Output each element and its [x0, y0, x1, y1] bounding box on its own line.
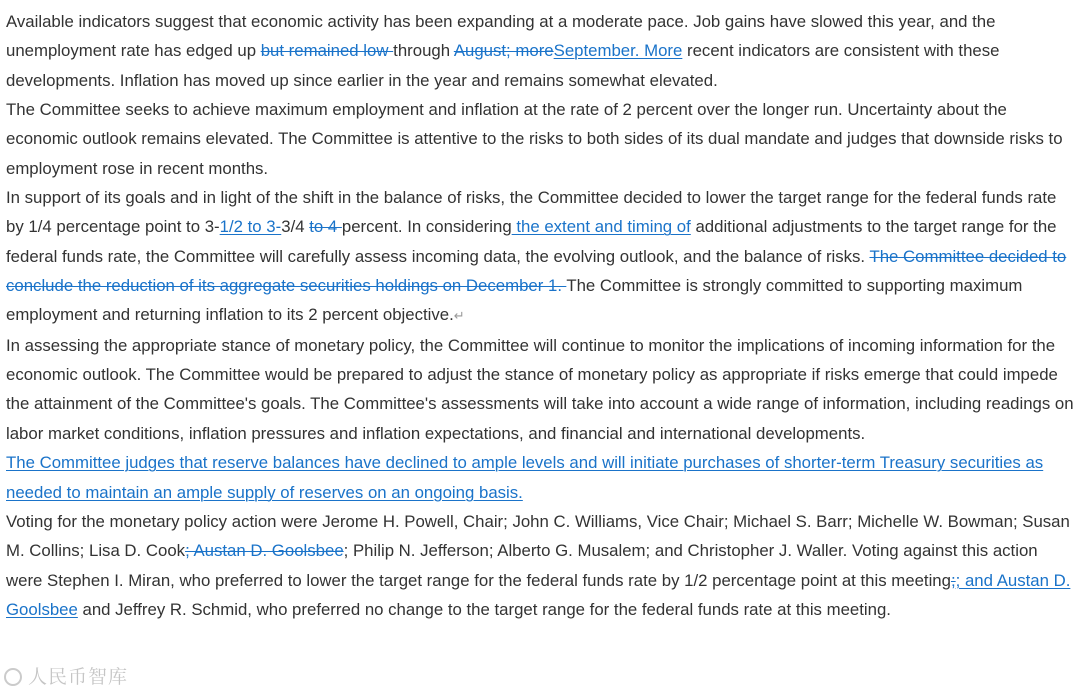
text-run: Available indicators suggest that economic activity has been expanding at a moderate pace. Job gains have slowed this year, and the unemployment rate has edged up — [6, 12, 996, 61]
paragraph-1 — [6, 7, 1076, 95]
text-run: and Jeffrey R. Schmid, who preferred no change to the target range for the federal funds rate at this meeting. — [77, 599, 891, 619]
text-run: 3/4 — [281, 217, 310, 237]
paragraph-2 — [6, 95, 1076, 183]
watermark-text: 人民币智库 — [28, 666, 129, 688]
inserted-text: 1/2 to 3- — [219, 217, 282, 237]
text-run: ; Philip N. Jefferson; Alberto G. Musalem; and Christopher J. Waller. Voting against this action were Stephen I. Miran, who preferred to lower the target range for the federal funds rate by 1/2 percentage point at this meeting — [6, 541, 1038, 590]
text-run: recent indicators are consistent with these developments. Inflation has moved up since earlier in the year and remains somewhat elevated. — [6, 41, 1000, 90]
paragraph-5 — [6, 448, 1076, 507]
inserted-text: ; and Austan D. Goolsbee — [6, 570, 1071, 619]
text-run: The Committee seeks to achieve maximum employment and inflation at the rate of 2 percent over the longer run. Uncertainty about the economic outlook remains elevated. The Committee is attentive to the risks to both sides of its dual mandate and judges that downside risks to employment rose in recent months. — [6, 100, 1063, 178]
deleted-text: ; — [950, 570, 956, 590]
paragraph-3 — [6, 183, 1076, 331]
inserted-text: September. More — [553, 41, 683, 61]
document-body — [6, 7, 1076, 624]
paragraph-6 — [6, 507, 1076, 624]
paragraph-4 — [6, 331, 1076, 448]
text-run: The Committee is strongly committed to supporting maximum employment and returning inflation to its 2 percent objective. — [6, 276, 1023, 325]
text-run: Voting for the monetary policy action were Jerome H. Powell, Chair; John C. Williams, Vice Chair; Michael S. Barr; Michelle W. Bowman; Susan M. Collins; Lisa D. Cook — [6, 511, 1070, 561]
watermark-logo-icon — [4, 668, 22, 686]
watermark — [4, 662, 128, 692]
inserted-text: The Committee judges that reserve balances have declined to ample levels and will initiate purchases of shorter-term Treasury securities as needed to maintain an ample supply of reserves on an ongoing basis. — [6, 453, 1044, 502]
text-run: through — [393, 41, 454, 61]
deleted-text: ; Austan D. Goolsbee — [185, 541, 344, 561]
deleted-text: to 4 — [309, 217, 342, 237]
inserted-text: the extent and timing of — [511, 217, 691, 237]
deleted-text: August; more — [453, 41, 554, 61]
text-run: In assessing the appropriate stance of monetary policy, the Committee will continue to monitor the implications of incoming information for the economic outlook. The Committee would be prepared to adjust the stance of monetary policy as appropriate if risks emerge that could impede the attainment of the Committee's goals. The Committee's assessments will take into account a wide range of information, including readings on labor market conditions, inflation pressures and inflation expectations, and financial and international developments. — [6, 335, 1074, 443]
deleted-text: The Committee decided to conclude the reduction of its aggregate securities holdings on December 1. — [6, 246, 1067, 296]
text-run: additional adjustments to the target range for the federal funds rate, the Committee will carefully assess incoming data, the evolving outlook, and the balance of risks. — [6, 217, 1057, 266]
text-run: percent. In considering — [341, 217, 512, 237]
deleted-text: but remained low — [260, 41, 394, 61]
paragraph-mark-icon: ↵ — [453, 308, 465, 324]
text-run: In support of its goals and in light of the shift in the balance of risks, the Committee decided to lower the target range for the federal funds rate by 1/4 percentage point to 3- — [6, 188, 1057, 237]
